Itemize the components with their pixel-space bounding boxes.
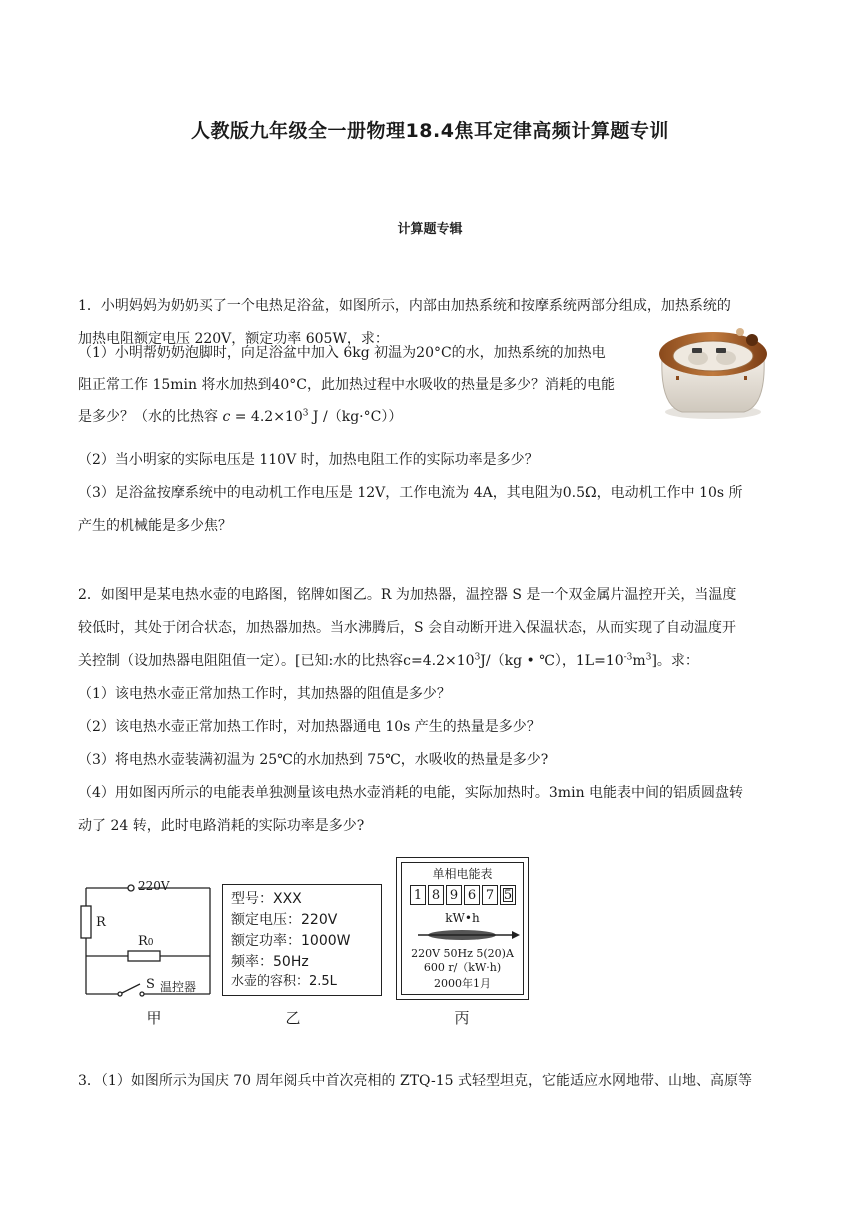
- electricity-meter: [396, 857, 529, 1000]
- nameplate-volume: 水壶的容积：2.5L: [231, 974, 337, 989]
- meter-digit: 8: [428, 885, 444, 905]
- meter-spec: 220V 50Hz 5(20)A: [411, 947, 514, 960]
- q1-line-6: （2）当小明家的实际电压是 110V 时，加热电阻工作的实际功率是多少？: [78, 452, 539, 468]
- kettle-nameplate: [222, 884, 382, 996]
- meter-title: 单相电能表: [432, 867, 493, 881]
- nameplate-power: 额定功率：1000W: [231, 933, 351, 949]
- q2-line-7: （4）用如图丙所示的电能表单独测量该电热水壶消耗的电能，实际加热时。3min 电能表中间的铝质圆盘转: [78, 785, 744, 801]
- q1-line-4: 阻正常工作 15min 将水加热到40°C，此加热过程中水吸收的热量是多少？消耗的电能: [78, 377, 616, 393]
- foot-bath-image: [652, 318, 774, 422]
- circuit-voltage-label: 220V: [138, 879, 170, 893]
- meter-digit: 9: [446, 885, 462, 905]
- q2-line-4: （1）该电热水壶正常加热工作时，其加热器的阻值是多少？: [78, 686, 451, 702]
- meter-digit: 1: [410, 885, 426, 905]
- nameplate-frequency: 频率：50Hz: [231, 954, 309, 970]
- circuit-thermostat-label: 温控器: [160, 980, 197, 994]
- q2-line-2: 较低时，其处于闭合状态，加热器加热。当水沸腾后，S 会自动断开进入保温状态，从而实现了自动温度开: [78, 620, 737, 636]
- figure-label-jia: 甲: [146, 1009, 162, 1027]
- figure-label-yi: 乙: [285, 1009, 301, 1027]
- circuit-diagram: [78, 858, 218, 998]
- q1-line-3: （1）小明帮奶奶泡脚时，向足浴盆中加入 6kg 初温为20°C的水，加热系统的加热电: [78, 345, 606, 361]
- circuit-r-label: R: [96, 915, 106, 930]
- document-title: 人教版九年级全一册物理18.4焦耳定律高频计算题专训: [191, 120, 669, 142]
- meter-unit: kW•h: [445, 911, 480, 925]
- meter-rate: 600 r/（kW·h): [423, 961, 502, 974]
- q3-line-1: 3．（1）如图所示为国庆 70 周年阅兵中首次亮相的 ZTQ-15 式轻型坦克，它能适应水网地带、山地、高原等: [78, 1073, 753, 1089]
- q1-line-1: 1．小明妈妈为奶奶买了一个电热足浴盆，如图所示，内部由加热系统和按摩系统两部分组成，加热系统的: [78, 298, 731, 314]
- nameplate-voltage: 额定电压：220V: [231, 912, 338, 928]
- nameplate-model: 型号：XXX: [231, 891, 302, 907]
- meter-digit: 7: [482, 885, 498, 905]
- q2-line-1: 2．如图甲是某电热水壶的电路图，铭牌如图乙。R 为加热器，温控器 S 是一个双金属片温控开关，当温度: [78, 587, 737, 603]
- circuit-r0-label: R0: [138, 934, 154, 949]
- q1-line-7: （3）足浴盆按摩系统中的电动机工作电压是 12V，工作电流为 4A，其电阻为0.5Ω，电动机工作中 10s 所: [78, 485, 743, 501]
- meter-digits: [410, 885, 518, 905]
- q2-line-6: （3）将电热水壶装满初温为 25℃的水加热到 75℃，水吸收的热量是多少?: [78, 752, 549, 768]
- meter-date: 2000年1月: [434, 977, 491, 990]
- q2-line-8: 动了 24 转，此时电路消耗的实际功率是多少?: [78, 818, 365, 834]
- q2-line-3: 关控制（设加热器电阻阻值一定）。[已知:水的比热容$c=4.2\times 10^3J/(kg$ • ℃），$1L=10^{-3}m^3$]。求：: [78, 652, 699, 669]
- figure-label-bing: 丙: [454, 1009, 470, 1027]
- meter-disc-icon: [412, 927, 522, 943]
- meter-digit-decimal: 5: [500, 885, 516, 905]
- meter-digit: 6: [464, 885, 480, 905]
- q2-line-5: （2）该电热水壶正常加热工作时，对加热器通电 10s 产生的热量是多少？: [78, 719, 541, 735]
- section-subtitle: 计算题专辑: [397, 222, 463, 237]
- q1-line-8: 产生的机械能是多少焦？: [78, 518, 232, 534]
- circuit-switch-label: S: [146, 977, 155, 992]
- q1-line-2: 加热电阻额定电压 220V，额定功率 605W，求：: [78, 331, 389, 347]
- q1-line-5: 是多少？（水的比热容 $c = 4.2\times 10^3$ J /（kg·°C））: [78, 408, 403, 425]
- meter-inner-frame: [401, 862, 524, 995]
